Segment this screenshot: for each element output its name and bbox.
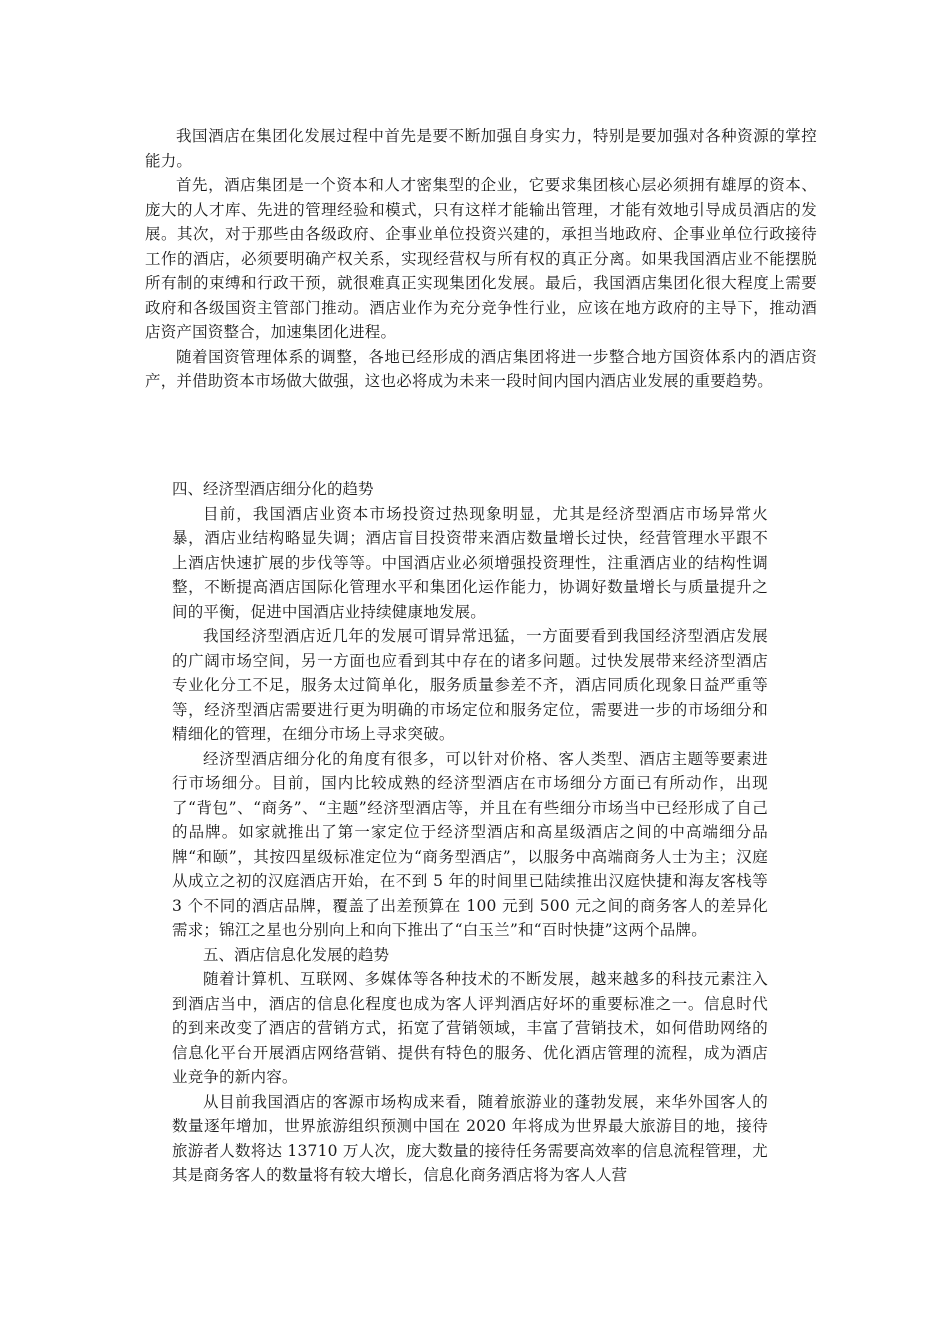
intro-section bbox=[145, 124, 817, 394]
section-4-paragraph-2: 我国经济型酒店近几年的发展可谓异常迅猛，一方面要看到我国经济型酒店发展的广阔市场空间，另一方面也应看到其中存在的诸多问题。过快发展带来经济型酒店专业化分工不足，服务太过简单化，服务质量参差不齐，酒店同质化现象日益严重等等，经济型酒店需要进行更为明确的市场定位和服务定位，需要进一步的市场细分和精细化的管理，在细分市场上寻求突破。 bbox=[172, 627, 768, 743]
intro-paragraph-3: 随着国资管理体系的调整，各地已经形成的酒店集团将进一步整合地方国资体系内的酒店资产，并借助资本市场做大做强，这也必将成为未来一段时间内国内酒店业发展的重要趋势。 bbox=[145, 347, 817, 390]
section-5-paragraph-2: 从目前我国酒店的客源市场构成来看，随着旅游业的蓬勃发展，来华外国客人的数量逐年增加，世界旅游组织预测中国在 2020 年将成为世界最大旅游目的地，接待旅游者人数将达 13710 万人次，庞大数量的接待任务需要高效率的信息流程管理，尤其是商务客人的数量将有较大增长，信息化商务酒店将为客人人营 bbox=[172, 1092, 768, 1184]
intro-paragraph-2: 首先，酒店集团是一个资本和人才密集型的企业，它要求集团核心层必须拥有雄厚的资本、庞大的人才库、先进的管理经验和模式，只有这样才能输出管理，才能有效地引导成员酒店的发展。其次，对于那些由各级政府、企事业单位投资兴建的，承担当地政府、企事业单位行政接待工作的酒店，必须要明确产权关系，实现经营权与所有权的真正分离。如果我国酒店业不能摆脱所有制的束缚和行政干预，就很难真正实现集团化发展。最后，我国酒店集团化很大程度上需要政府和各级国资主管部门推动。酒店业作为充分竞争性行业，应该在地方政府的主导下，推动酒店资产国资整合，加速集团化进程。 bbox=[145, 176, 817, 341]
section-4-paragraph-1: 目前，我国酒店业资本市场投资过热现象明显，尤其是经济型酒店市场异常火暴，酒店业结构略显失调；酒店盲目投资带来酒店数量增长过快，经营管理水平跟不上酒店快速扩展的步伐等等。中国酒店业必须增强投资理性，注重酒店业的结构性调整，不断提高酒店国际化管理水平和集团化运作能力，协调好数量增长与质量提升之间的平衡，促进中国酒店业持续健康地发展。 bbox=[172, 504, 768, 621]
intro-paragraph-1: 我国酒店在集团化发展过程中首先是要不断加强自身实力，特别是要加强对各种资源的掌控能力。 bbox=[145, 127, 817, 170]
section-4-heading: 四、经济型酒店细分化的趋势 bbox=[172, 480, 374, 498]
section-5-heading: 五、酒店信息化发展的趋势 bbox=[203, 945, 390, 964]
trends-section bbox=[172, 477, 768, 1188]
section-4-paragraph-3: 经济型酒店细分化的角度有很多，可以针对价格、客人类型、酒店主题等要素进行市场细分。目前，国内比较成熟的经济型酒店在市场细分方面已有所动作，出现了“背包”、“商务”、“主题”经济型酒店等，并且在有些细分市场当中已经形成了自己的品牌。如家就推出了第一家定位于经济型酒店和高星级酒店之间的中高端细分品牌“和颐”，其按四星级标准定位为“商务型酒店”，以服务中高端商务人士为主；汉庭从成立之初的汉庭酒店开始，在不到 5 年的时间里已陆续推出汉庭快捷和海友客栈等 3 个不同的酒店品牌，覆盖了出差预算在 100 元到 500 元之间的商务客人的差异化需求；锦江之星也分别向上和向下推出了“白玉兰”和“百时快捷”这两个品牌。 bbox=[172, 749, 768, 939]
section-5-paragraph-1: 随着计算机、互联网、多媒体等各种技术的不断发展，越来越多的科技元素注入到酒店当中，酒店的信息化程度也成为客人评判酒店好坏的重要标准之一。信息时代的到来改变了酒店的营销方式，拓宽了营销领域，丰富了营销技术，如何借助网络的信息化平台开展酒店网络营销、提供有特色的服务、优化酒店管理的流程，成为酒店业竞争的新内容。 bbox=[172, 970, 768, 1086]
